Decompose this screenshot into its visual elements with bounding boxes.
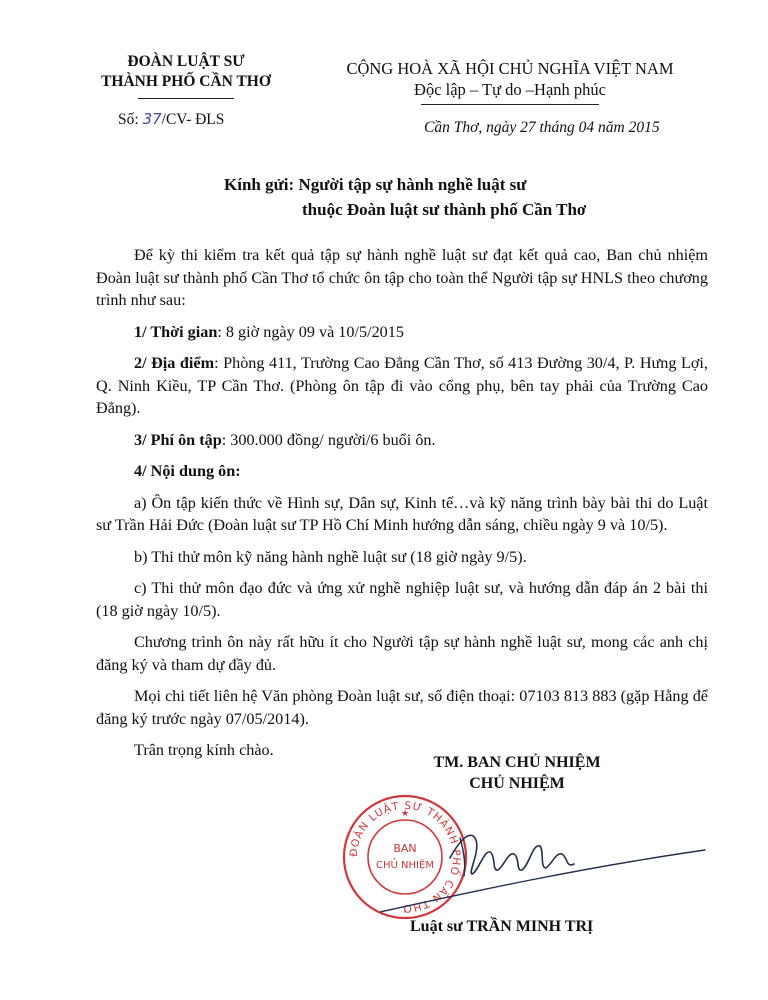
fee-value: : 300.000 đồng/ người/6 buổi ôn.: [221, 430, 436, 449]
issuing-organization: [86, 52, 286, 99]
nation-name: CỘNG HOÀ XÃ HỘI CHỦ NGHĨA VIỆT NAM: [346, 59, 674, 78]
place-date: Cần Thơ, ngày 27 tháng 04 năm 2015: [424, 119, 660, 136]
fee-label: 3/ Phí ôn tập: [134, 430, 222, 449]
org-name-line1: ĐOÀN LUẬT SƯ: [127, 53, 245, 70]
seal-outer-text: ĐOÀN LUẬT SƯ THÀNH PHỐ CẦN THƠ: [347, 799, 463, 915]
recipient-line2: thuộc Đoàn luật sư thành phố Cần Thơ: [302, 200, 587, 219]
place-value: : Phòng 411, Trường Cao Đẳng Cần Thơ, số 413 Đường 30/4, P. Hưng Lợi, Q. Ninh Kiều, TP Cần Thơ. (Phòng ôn tập đi vào cổng phụ, bên tay phải của Trường Cao Đẳng).: [96, 354, 708, 417]
content-item-c: c) Thi thử môn đạo đức và ứng xử nghề nghiệp luật sư, và hướng dẫn đáp án 2 bài thi (18 giờ ngày 10/5).: [96, 579, 708, 620]
content-heading: [96, 460, 708, 483]
seal-inner-line2: CHỦ NHIỆM: [376, 860, 434, 871]
svg-text:★: ★: [400, 809, 410, 819]
time-value: : 8 giờ ngày 09 và 10/5/2015: [217, 322, 404, 341]
place-label: 2/ Địa điểm: [134, 354, 215, 372]
motto-underline: [421, 104, 599, 105]
content-item-b: b) Thi thử môn kỹ năng hành nghề luật sư (18 giờ ngày 9/5).: [134, 547, 527, 566]
org-underline: [138, 98, 234, 99]
signer-name: Luật sư TRẦN MINH TRỊ: [410, 918, 594, 935]
handwritten-signature: [380, 800, 710, 920]
seal-inner-line1: BAN: [393, 842, 417, 855]
intro-paragraph: Để kỳ thi kiểm tra kết quả tập sự hành nghề luật sư đạt kết quả cao, Ban chủ nhiệm Đoàn luật sư thành phố Cần Thơ tổ chức ôn tập cho toàn thể Người tập sự HNLS theo chương trình như sau:: [96, 246, 708, 309]
document-reference: [118, 110, 224, 129]
content-item-a: a) Ôn tập kiến thức về Hình sự, Dân sự, Kinh tế…và kỹ năng trình bày bài thi do Luật sư Trần Hải Đức (Đoàn luật sư TP Hồ Chí Minh hướng dẫn sáng, chiều ngày 9 và 10/5).: [96, 493, 708, 534]
place-paragraph: [96, 352, 708, 420]
signature-title: [404, 752, 630, 794]
time-label: 1/ Thời gian: [134, 322, 218, 341]
recipient-block: [0, 172, 768, 222]
useful-paragraph: Chương trình ôn này rất hữu ít cho Người tập sự hành nghề luật sư, mong các anh chị đăng ký và tham dự đầy đủ.: [96, 633, 708, 674]
signature-title-line1: TM. BAN CHỦ NHIỆM: [433, 754, 601, 771]
signature-title-line2: CHỦ NHIỆM: [469, 775, 565, 792]
org-name-line2: THÀNH PHỐ CẦN THƠ: [101, 73, 271, 90]
recipient-line1: Kính gửi: Người tập sự hành nghề luật sư: [224, 175, 527, 194]
closing-line: Trân trọng kính chào.: [134, 741, 274, 759]
ref-number-handwritten: 37: [142, 110, 162, 128]
ref-suffix: /CV- ĐLS: [161, 111, 225, 128]
ref-prefix: Số:: [118, 111, 139, 128]
content-label: 4/ Nội dung ôn:: [134, 462, 241, 480]
national-header: [330, 58, 690, 105]
time-paragraph: [96, 321, 708, 344]
nation-motto: Độc lập – Tự do –Hạnh phúc: [414, 80, 606, 99]
letter-body: [96, 244, 708, 771]
fee-paragraph: [96, 429, 708, 452]
contact-paragraph: Mọi chi tiết liên hệ Văn phòng Đoàn luật sư, số điện thoại: 07103 813 883 (gặp Hằng để đăng ký trước ngày 07/05/2014).: [96, 687, 708, 728]
